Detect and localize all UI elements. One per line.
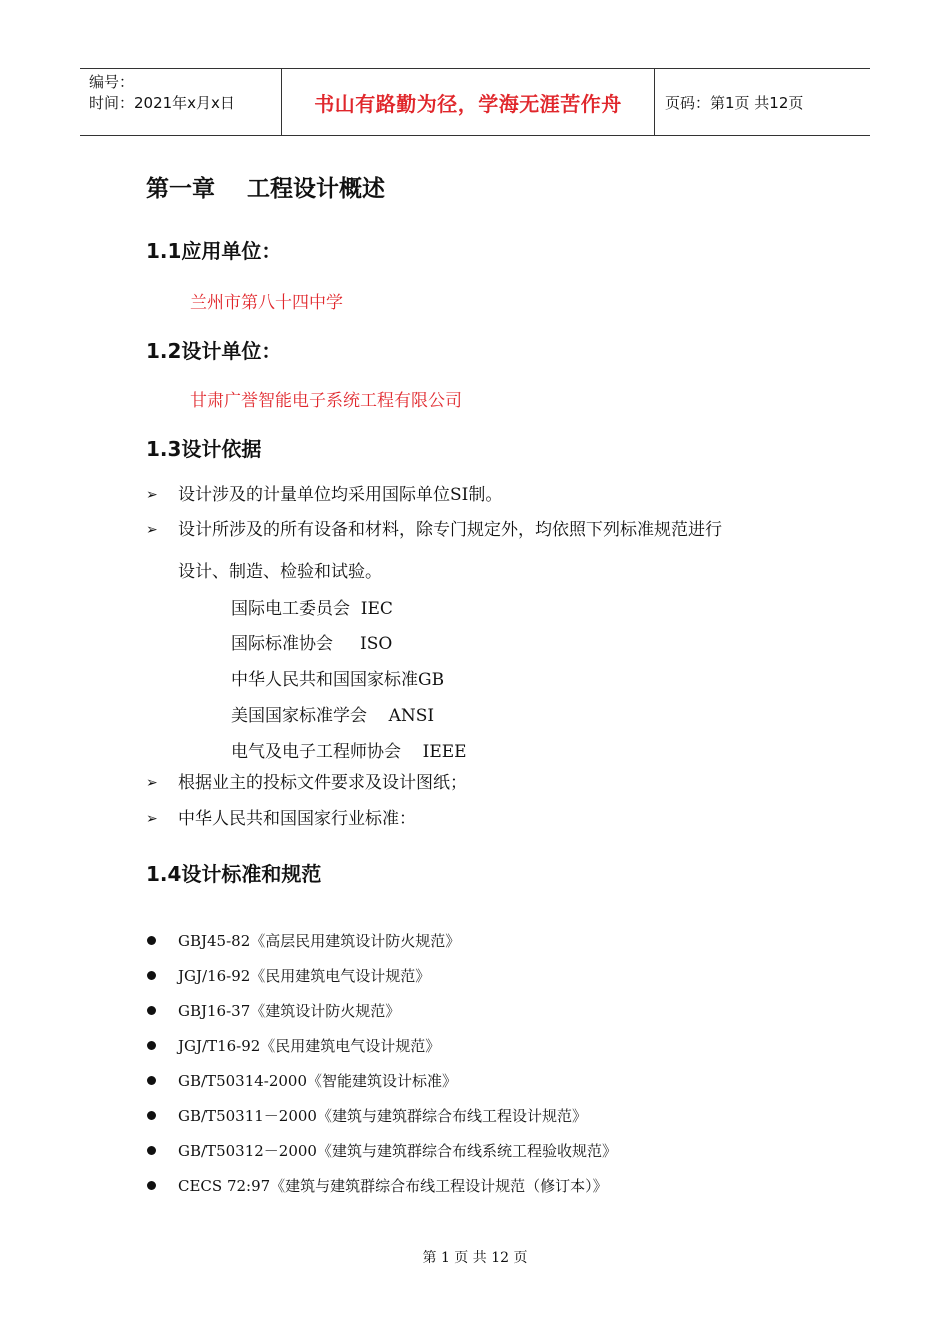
bullet-dot-icon	[147, 1076, 156, 1085]
norm-item: GB/T50312－2000《建筑与建筑群综合布线系统工程验收规范》	[146, 1140, 617, 1161]
time-label: 时间：2021年x月x日	[89, 94, 235, 112]
arrow-bullet-icon: ➢	[146, 522, 158, 538]
header-motto: 书山有路勤为径，学海无涯苦作舟	[282, 69, 655, 135]
norm-item: GBJ16-37《建筑设计防火规范》	[146, 1000, 400, 1021]
bullet-dot-icon	[147, 1041, 156, 1050]
arrow-bullet-icon: ➢	[146, 811, 158, 827]
standard-item: 美国国家标准学会 ANSI	[231, 706, 435, 726]
norm-item: CECS 72:97《建筑与建筑群综合布线工程设计规范（修订本）》	[146, 1175, 608, 1196]
header-page-info: 页码：第1页 共12页	[665, 93, 804, 112]
section-1-3-title: 1.3设计依据	[146, 437, 262, 461]
application-unit: 兰州市第八十四中学	[190, 293, 343, 313]
bullet-dot-icon	[147, 971, 156, 980]
basis-item: ➢ 设计所涉及的所有设备和材料，除专门规定外，均依照下列标准规范进行	[146, 517, 722, 543]
bullet-dot-icon	[147, 1146, 156, 1155]
section-1-1-title: 1.1应用单位：	[146, 239, 282, 263]
bullet-dot-icon	[147, 1111, 156, 1120]
standard-item: 中华人民共和国国家标准GB	[231, 670, 445, 690]
bullet-dot-icon	[147, 1181, 156, 1190]
section-1-2-title: 1.2设计单位：	[146, 339, 282, 363]
norm-item: JGJ/16-92《民用建筑电气设计规范》	[146, 965, 430, 986]
basis-item: ➢ 设计涉及的计量单位均采用国际单位SI制。	[146, 482, 502, 508]
bullet-dot-icon	[147, 936, 156, 945]
page-header	[80, 68, 870, 136]
page-footer: 第 1 页 共 12 页	[422, 1250, 528, 1266]
standard-item: 国际电工委员会 IEC	[231, 599, 393, 619]
bullet-dot-icon	[147, 1006, 156, 1015]
norm-item: JGJ/T16-92《民用建筑电气设计规范》	[146, 1035, 440, 1056]
basis-item-continuation: 设计、制造、检验和试验。	[178, 562, 382, 582]
basis-item: ➢ 中华人民共和国国家行业标准：	[146, 806, 416, 832]
standard-item: 国际标准协会 ISO	[231, 634, 393, 654]
norm-item: GB/T50314-2000《智能建筑设计标准》	[146, 1070, 457, 1091]
arrow-bullet-icon: ➢	[146, 775, 158, 791]
chapter-title: 第一章 工程设计概述	[146, 176, 386, 202]
design-unit: 甘肃广誉智能电子系统工程有限公司	[190, 391, 462, 411]
header-meta	[80, 69, 282, 135]
section-1-4-title: 1.4设计标准和规范	[146, 862, 322, 886]
norm-item: GB/T50311－2000《建筑与建筑群综合布线工程设计规范》	[146, 1105, 587, 1126]
number-label: 编号：	[89, 73, 135, 91]
arrow-bullet-icon: ➢	[146, 487, 158, 503]
basis-item: ➢ 根据业主的投标文件要求及设计图纸；	[146, 770, 467, 796]
standard-item: 电气及电子工程师协会 IEEE	[231, 742, 467, 762]
norm-item: GBJ45-82《高层民用建筑设计防火规范》	[146, 930, 460, 951]
